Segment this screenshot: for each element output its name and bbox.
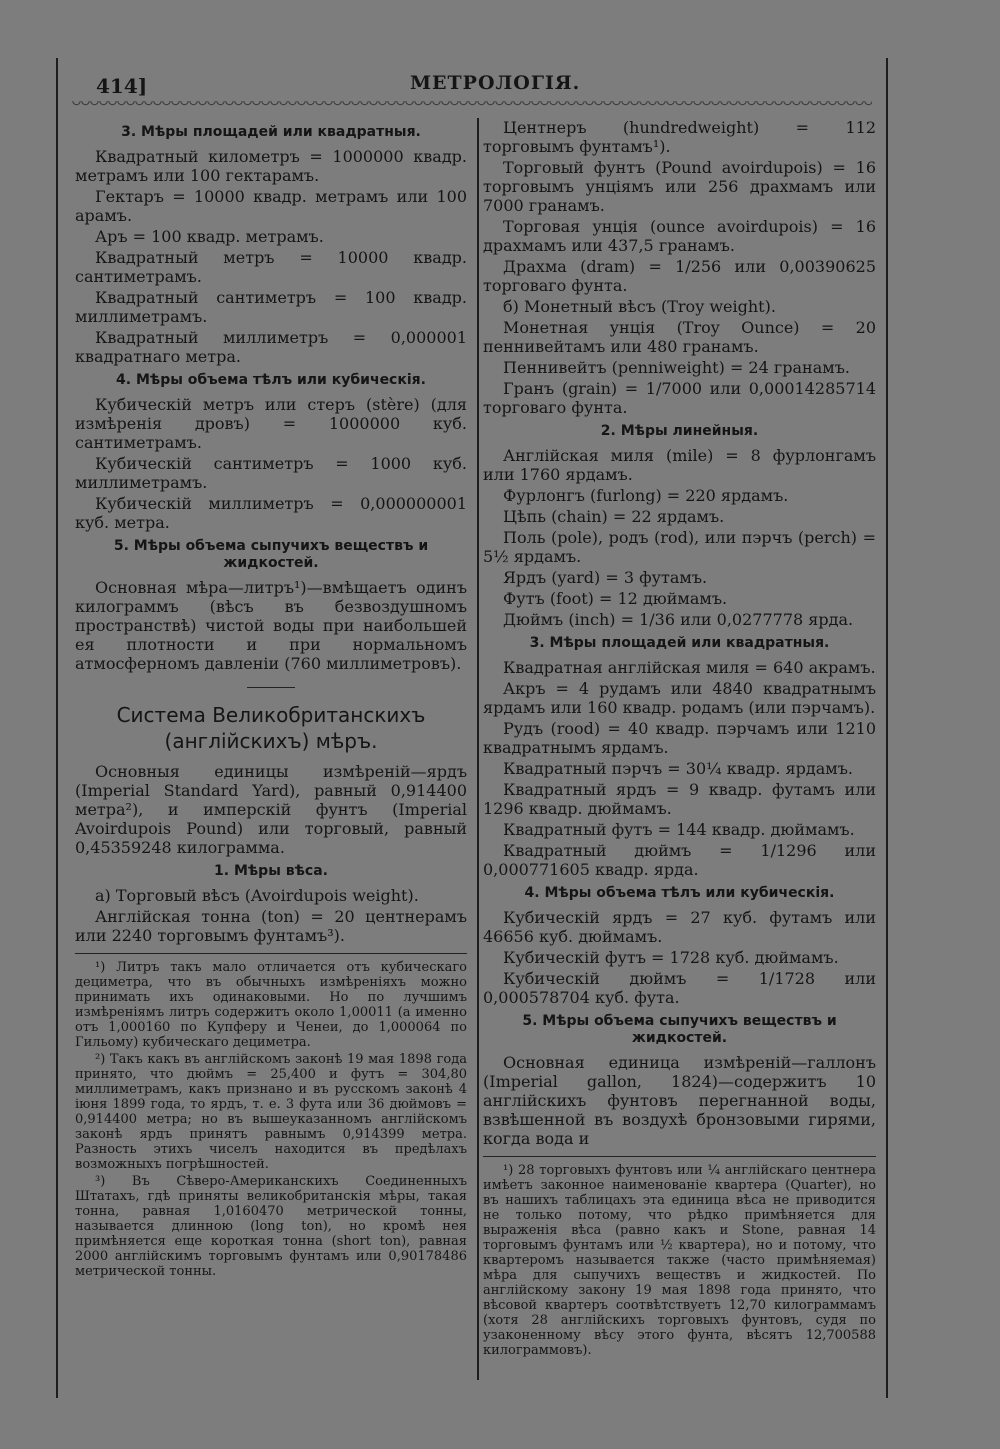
column-divider [477, 118, 479, 1380]
entry: Кубическій дюймъ = 1/1728 или 0,000578704 куб. фута. [483, 969, 876, 1007]
left-column [75, 118, 467, 1281]
section-title: 1. Мѣры вѣса. [214, 863, 328, 879]
section-title: 4. Мѣры объема тѣлъ или кубическія. [116, 372, 426, 388]
entry: Кубическій метръ или стеръ (stère) (для измѣренія дровъ) = 1000000 куб. сантиметрамъ. [75, 395, 467, 452]
page-number: 414] [96, 74, 148, 98]
entry: Поль (pole), родъ (rod), или пэрчъ (perch) = 5½ ярдамъ. [483, 528, 876, 566]
footnote: ¹) 28 торговыхъ фунтовъ или ¼ англійскаго центнера имѣетъ законное наименованіе квартера (Quarter), но въ нашихъ таблицахъ эта единица вѣса не приводится не только потому, что рѣдко примѣняется для выраженія вѣса (равно какъ и Stone, равная 14 торговымъ фунтамъ или ½ квартера), но и потому, что квартеромъ называется также (часто примѣняемая) мѣра для сыпучихъ веществъ и жидкостей. По англійскому закону 19 мая 1898 года принято, что вѣсовой квартеръ соотвѣтствуетъ 12,70 килограммамъ (хотя 28 англійскихъ торговыхъ фунтовъ, судя по узаконенному вѣсу этого фунта, вѣсятъ 12,700588 килограммовъ). [483, 1163, 876, 1358]
entry: Квадратный ярдъ = 9 квадр. футамъ или 1296 квадр. дюймамъ. [483, 780, 876, 818]
entry: Англійская миля (mile) = 8 фурлонгамъ или 1760 ярдамъ. [483, 446, 876, 484]
entry: Гектаръ = 10000 квадр. метрамъ или 100 арамъ. [75, 187, 467, 225]
section-title: 5. Мѣры объема сыпучихъ веществъ и жидкостей. [522, 1013, 837, 1046]
section-title: 2. Мѣры линейныя. [600, 423, 759, 439]
entry: Квадратный сантиметръ = 100 квадр. миллиметрамъ. [75, 288, 467, 326]
entry: Кубическій сантиметръ = 1000 куб. миллиметрамъ. [75, 454, 467, 492]
entry: Акръ = 4 рудамъ или 4840 квадратнымъ ярдамъ или 160 квадр. родамъ (или пэрчамъ). [483, 679, 876, 717]
entry: Гранъ (grain) = 1/7000 или 0,00014285714 торговаго фунта. [483, 379, 876, 417]
footnotes [75, 960, 467, 1279]
entry: Квадратный пэрчъ = 30¼ квадр. ярдамъ. [503, 759, 853, 778]
entry: Торговый фунтъ (Pound avoirdupois) = 16 торговымъ унціямъ или 256 драхмамъ или 7000 гранамъ. [483, 158, 876, 215]
entry: Торговая унція (ounce avoirdupois) = 16 драхмамъ или 437,5 гранамъ. [483, 217, 876, 255]
entry: Квадратный дюймъ = 1/1296 или 0,000771605 квадр. ярда. [483, 841, 876, 879]
entry: Фурлонгъ (furlong) = 220 ярдамъ. [503, 486, 789, 505]
subsection-title: б) Монетный вѣсъ (Troy weight). [503, 297, 776, 316]
entry: Кубическій миллиметръ = 0,000000001 куб. метра. [75, 494, 467, 532]
header-wavy-rule [72, 101, 872, 109]
footnotes [483, 1163, 876, 1358]
entry: Кубическій футъ = 1728 куб. дюймамъ. [503, 948, 839, 967]
entry: Квадратный километръ = 1000000 квадр. метрамъ или 100 гектарамъ. [75, 147, 467, 185]
footnote: ²) Такъ какъ въ англійскомъ законѣ 19 мая 1898 года принято, что дюймъ = 25,400 и футъ = 304,80 миллиметрамъ, какъ признано и въ русскомъ законѣ 4 іюня 1899 года, то ярдъ, т. е. 3 фута или 36 дюймовъ = 0,914400 метра; но въ вышеуказанномъ англійскомъ законѣ ярдъ принятъ равнымъ 0,914399 метра. Разность этихъ чиселъ находится въ предѣлахъ возможныхъ погрѣшностей. [75, 1052, 467, 1172]
entry: Квадратная англійская миля = 640 акрамъ. [503, 658, 876, 677]
entry: Квадратный миллиметръ = 0,000001 квадратнаго метра. [75, 328, 467, 366]
paragraph: Основная единица измѣреній—галлонъ (Imperial gallon, 1824)—содержитъ 10 англійскихъ фунтовъ перегнанной воды, взвѣшенной въ воздухѣ бронзовыми гирями, когда вода и [483, 1053, 876, 1148]
entry: Квадратный метръ = 10000 квадр. сантиметрамъ. [75, 248, 467, 286]
footnote: ³) Въ Сѣверо-Американскихъ Соединенныхъ Штатахъ, гдѣ приняты великобританскія мѣры, такая тонна, равная 1,0160470 метрической тонны, называется длинною (long ton), но кромѣ нея примѣняется еще короткая тонна (short ton), равная 2000 англійскимъ торговымъ фунтамъ или 0,90178486 метрической тонны. [75, 1174, 467, 1279]
entry: Ярдъ (yard) = 3 футамъ. [503, 568, 708, 587]
separator-rule [247, 687, 295, 688]
entry: Квадратный футъ = 144 квадр. дюймамъ. [503, 820, 855, 839]
entry: Центнеръ (hundredweight) = 112 торговымъ фунтамъ¹). [483, 118, 876, 156]
entry: Футъ (foot) = 12 дюймамъ. [503, 589, 728, 608]
entry: Монетная унція (Troy Ounce) = 20 пеннивейтамъ или 480 гранамъ. [483, 318, 876, 356]
entry: Дюймъ (inch) = 1/36 или 0,0277778 ярда. [503, 610, 854, 629]
system-title: Система Великобританскихъ (англійскихъ) мѣръ. [116, 703, 426, 753]
section-title: 4. Мѣры объема тѣлъ или кубическія. [524, 885, 835, 901]
subsection-title: а) Торговый вѣсъ (Avoirdupois weight). [95, 886, 419, 905]
entry: Рудъ (rood) = 40 квадр. пэрчамъ или 1210 квадратнымъ ярдамъ. [483, 719, 876, 757]
entry: Аръ = 100 квадр. метрамъ. [95, 227, 324, 246]
section-title: 5. Мѣры объема сыпучихъ веществъ и жидкостей. [113, 538, 429, 571]
entry: Англійская тонна (ton) = 20 центнерамъ или 2240 торговымъ фунтамъ³). [75, 907, 467, 945]
entry: Цѣпь (chain) = 22 ярдамъ. [503, 507, 725, 526]
paragraph: Основная мѣра—литръ¹)—вмѣщаетъ одинъ килограммъ (вѣсъ въ безвоздушномъ пространствѣ) чистой воды при наибольшей ея плотности и при нормальномъ атмосферномъ давленіи (760 миллиметровъ). [75, 578, 467, 673]
footnote: ¹) Литръ такъ мало отличается отъ кубическаго дециметра, что въ обычныхъ измѣреніяхъ можно принимать ихъ одинаковыми. Но по лучшимъ измѣреніямъ литръ содержитъ около 1,00011 (а именно отъ 1,000160 по Купферу и Ченеи, до 1,000064 по Гильому) кубическаго дециметра. [75, 960, 467, 1050]
footnote-rule [483, 1156, 876, 1157]
page-title: МЕТРОЛОГІЯ. [410, 72, 581, 94]
entry: Драхма (dram) = 1/256 или 0,00390625 торговаго фунта. [483, 257, 876, 295]
section-title: 3. Мѣры площадей или квадратныя. [121, 124, 421, 140]
right-column [483, 118, 876, 1360]
entry: Пеннивейтъ (penniweight) = 24 гранамъ. [503, 358, 850, 377]
section-title: 3. Мѣры площадей или квадратныя. [529, 635, 830, 651]
entry: Кубическій ярдъ = 27 куб. футамъ или 46656 куб. дюймамъ. [483, 908, 876, 946]
footnote-rule [75, 953, 467, 954]
paragraph: Основныя единицы измѣреній—ярдъ (Imperial Standard Yard), равный 0,914400 метра²), и имперскій фунтъ (Imperial Avoirdupois Pound) или торговый, равный 0,45359248 килограмма. [75, 762, 467, 857]
